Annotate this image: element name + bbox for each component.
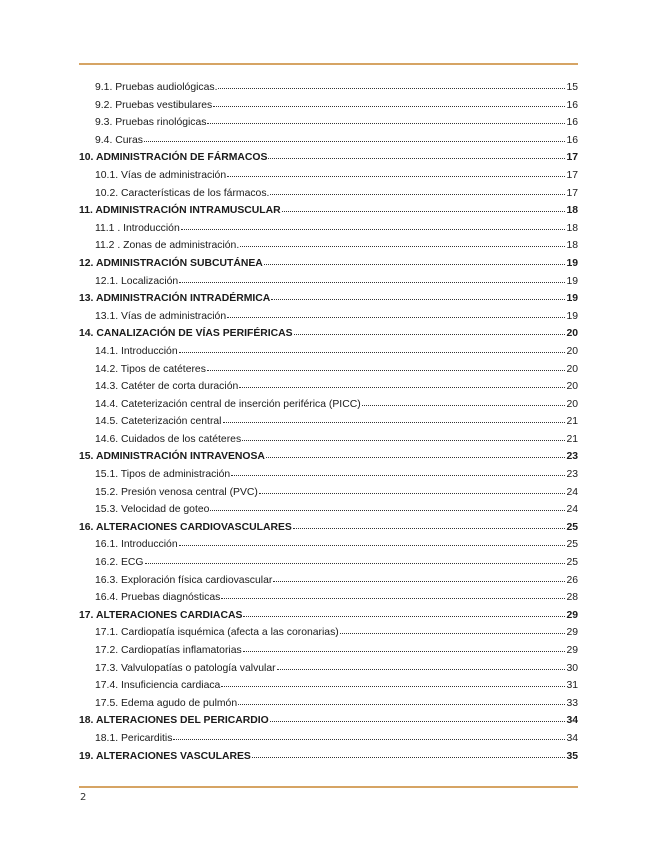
toc-entry-title: 14.1. Introducción xyxy=(95,345,178,357)
toc-entry-page: 29 xyxy=(566,645,578,656)
toc-section-entry[interactable] xyxy=(79,695,578,713)
toc-entry-title: 10. ADMINISTRACIÓN DE FÁRMACOS xyxy=(79,152,268,164)
toc-entry-page: 19 xyxy=(566,310,578,322)
toc-dot-leader xyxy=(218,78,565,89)
toc-entry-title: 18. ALTERACIONES DEL PERICARDIO xyxy=(79,715,269,727)
toc-section-entry[interactable] xyxy=(79,79,578,97)
toc-chapter-entry[interactable] xyxy=(79,712,578,730)
toc-entry-page: 18 xyxy=(566,222,578,234)
table-of-contents xyxy=(79,79,578,765)
toc-chapter-entry[interactable] xyxy=(79,325,578,343)
toc-section-entry[interactable] xyxy=(79,730,578,748)
toc-section-entry[interactable] xyxy=(79,554,578,572)
toc-entry-title: 17. ALTERACIONES CARDIACAS xyxy=(79,609,243,621)
toc-section-entry[interactable] xyxy=(79,220,578,238)
toc-entry-page: 25 xyxy=(566,539,578,551)
toc-entry-page: 25 xyxy=(566,521,578,533)
toc-entry-page: 16 xyxy=(566,117,578,129)
toc-section-entry[interactable] xyxy=(79,536,578,554)
toc-entry-page: 29 xyxy=(566,609,578,621)
toc-entry-page: 19 xyxy=(566,293,578,305)
toc-entry-title: 15.1. Tipos de administración xyxy=(95,469,231,481)
toc-chapter-entry[interactable] xyxy=(79,149,578,167)
toc-entry-title: 9.1. Pruebas audiológicas. xyxy=(95,82,218,93)
toc-entry-title: 14.2. Tipos de catéteres xyxy=(95,363,206,375)
toc-entry-title: 16.2. ECG xyxy=(95,557,144,569)
toc-entry-title: 10.1. Vías de administración xyxy=(95,169,227,181)
toc-entry-title: 9.3. Pruebas rinológicas xyxy=(95,117,207,129)
toc-dot-leader xyxy=(227,307,565,318)
toc-entry-title: 11.1 . Introducción xyxy=(95,222,180,234)
toc-chapter-entry[interactable] xyxy=(79,448,578,466)
toc-entry-title: 10.2. Características de los fármacos. xyxy=(95,187,270,199)
toc-dot-leader xyxy=(293,518,565,529)
toc-section-entry[interactable] xyxy=(79,167,578,185)
toc-entry-title: 12. ADMINISTRACIÓN SUBCUTÁNEA xyxy=(79,257,263,269)
toc-entry-page: 18 xyxy=(566,205,578,217)
toc-section-entry[interactable] xyxy=(79,273,578,291)
toc-entry-page: 19 xyxy=(566,275,578,287)
toc-section-entry[interactable] xyxy=(79,97,578,115)
toc-entry-title: 14.3. Catéter de corta duración xyxy=(95,381,239,393)
toc-entry-page: 28 xyxy=(566,592,578,604)
toc-entry-title: 17.4. Insuficiencia cardiaca xyxy=(95,680,221,692)
toc-dot-leader xyxy=(239,377,565,388)
toc-entry-page: 26 xyxy=(566,574,578,586)
toc-entry-page: 20 xyxy=(566,328,578,340)
toc-dot-leader xyxy=(221,676,565,687)
toc-dot-leader xyxy=(294,324,565,335)
toc-dot-leader xyxy=(277,659,565,670)
toc-entry-page: 23 xyxy=(566,451,578,463)
toc-entry-title: 9.2. Pruebas vestibulares xyxy=(95,99,213,111)
toc-entry-page: 21 xyxy=(566,433,578,445)
toc-dot-leader xyxy=(223,412,566,423)
toc-entry-title: 13.1. Vías de administración xyxy=(95,310,227,322)
toc-entry-title: 17.5. Edema agudo de pulmón xyxy=(95,697,238,709)
toc-dot-leader xyxy=(259,483,565,494)
toc-section-entry[interactable] xyxy=(79,343,578,361)
toc-section-entry[interactable] xyxy=(79,501,578,519)
toc-entry-title: 13. ADMINISTRACIÓN INTRADÉRMICA xyxy=(79,293,271,305)
toc-entry-page: 17 xyxy=(566,152,578,164)
toc-entry-page: 29 xyxy=(566,627,578,639)
toc-entry-page: 16 xyxy=(566,134,578,146)
toc-dot-leader xyxy=(270,184,565,195)
toc-dot-leader xyxy=(221,588,565,599)
toc-entry-page: 33 xyxy=(566,697,578,709)
toc-entry-page: 20 xyxy=(566,363,578,375)
toc-entry-title: 19. ALTERACIONES VASCULARES xyxy=(79,750,251,762)
toc-entry-page: 23 xyxy=(566,469,578,481)
toc-entry-title: 12.1. Localización xyxy=(95,275,179,287)
toc-entry-title: 17.1. Cardiopatía isquémica (afecta a las coronarias) xyxy=(95,627,339,639)
toc-dot-leader xyxy=(270,711,565,722)
toc-entry-page: 34 xyxy=(566,732,578,744)
toc-dot-leader xyxy=(252,747,565,758)
toc-entry-page: 21 xyxy=(566,416,578,428)
toc-dot-leader xyxy=(144,131,565,142)
toc-entry-title: 17.2. Cardiopatías inflamatorias xyxy=(95,645,242,656)
toc-entry-title: 16. ALTERACIONES CARDIOVASCULARES xyxy=(79,521,292,533)
toc-dot-leader xyxy=(242,430,565,441)
toc-section-entry[interactable] xyxy=(79,185,578,203)
toc-entry-page: 20 xyxy=(566,398,578,410)
toc-dot-leader xyxy=(264,254,565,265)
toc-entry-page: 25 xyxy=(566,557,578,569)
toc-dot-leader xyxy=(273,571,565,582)
toc-chapter-entry[interactable] xyxy=(79,748,578,766)
toc-entry-title: 14.5. Cateterización central xyxy=(95,416,222,428)
toc-entry-page: 34 xyxy=(566,715,578,727)
toc-entry-page: 20 xyxy=(566,345,578,357)
toc-entry-page: 15 xyxy=(566,82,578,93)
toc-section-entry[interactable] xyxy=(79,114,578,132)
toc-entry-title: 17.3. Valvulopatías o patología valvular xyxy=(95,662,276,674)
toc-entry-page: 20 xyxy=(566,381,578,393)
toc-chapter-entry[interactable] xyxy=(79,202,578,220)
toc-entry-page: 17 xyxy=(566,187,578,199)
toc-dot-leader xyxy=(282,201,565,212)
toc-dot-leader xyxy=(145,553,565,564)
toc-entry-title: 11. ADMINISTRACIÓN INTRAMUSCULAR xyxy=(79,205,281,217)
toc-section-entry[interactable] xyxy=(79,413,578,431)
toc-dot-leader xyxy=(362,395,565,406)
toc-entry-page: 19 xyxy=(566,257,578,269)
toc-dot-leader xyxy=(268,148,565,159)
toc-section-entry[interactable] xyxy=(79,484,578,502)
toc-entry-title: 18.1. Pericarditis xyxy=(95,732,173,744)
toc-dot-leader xyxy=(240,236,565,247)
toc-dot-leader xyxy=(227,166,565,177)
toc-entry-title: 15.2. Presión venosa central (PVC) xyxy=(95,486,258,498)
toc-dot-leader xyxy=(243,641,565,652)
toc-entry-page: 24 xyxy=(566,486,578,498)
toc-chapter-entry[interactable] xyxy=(79,255,578,273)
toc-entry-page: 16 xyxy=(566,99,578,111)
toc-section-entry[interactable] xyxy=(79,589,578,607)
toc-dot-leader xyxy=(179,535,565,546)
toc-entry-title: 15.3. Velocidad de goteo xyxy=(95,504,210,516)
toc-entry-title: 9.4. Curas xyxy=(95,134,143,146)
toc-entry-title: 16.3. Exploración física cardiovascular xyxy=(95,574,273,586)
toc-dot-leader xyxy=(173,729,565,740)
toc-section-entry[interactable] xyxy=(79,431,578,449)
toc-entry-title: 14.6. Cuidados de los catéteres xyxy=(95,433,242,445)
toc-dot-leader xyxy=(243,606,565,617)
toc-dot-leader xyxy=(179,342,565,353)
toc-section-entry[interactable] xyxy=(79,624,578,642)
toc-section-entry[interactable] xyxy=(79,308,578,326)
header-rule xyxy=(79,63,578,65)
footer-rule xyxy=(79,786,578,788)
toc-chapter-entry[interactable] xyxy=(79,290,578,308)
toc-dot-leader xyxy=(231,465,565,476)
toc-dot-leader xyxy=(181,219,565,230)
toc-entry-page: 31 xyxy=(566,680,578,692)
page-number: 2 xyxy=(80,792,87,803)
toc-section-entry[interactable] xyxy=(79,361,578,379)
toc-dot-leader xyxy=(340,623,565,634)
toc-dot-leader xyxy=(207,113,565,124)
toc-entry-title: 16.4. Pruebas diagnósticas xyxy=(95,592,221,604)
toc-entry-page: 30 xyxy=(566,662,578,674)
toc-dot-leader xyxy=(213,96,565,107)
toc-section-entry[interactable] xyxy=(79,378,578,396)
toc-section-entry[interactable] xyxy=(79,677,578,695)
toc-section-entry[interactable] xyxy=(79,466,578,484)
toc-dot-leader xyxy=(179,272,565,283)
toc-dot-leader xyxy=(271,289,565,300)
toc-entry-page: 18 xyxy=(566,240,578,252)
toc-chapter-entry[interactable] xyxy=(79,519,578,537)
toc-section-entry[interactable] xyxy=(79,396,578,414)
toc-section-entry[interactable] xyxy=(79,642,578,660)
toc-entry-page: 17 xyxy=(566,169,578,181)
toc-section-entry[interactable] xyxy=(79,132,578,150)
toc-entry-title: 14.4. Cateterización central de inserción periférica (PICC) xyxy=(95,398,361,410)
toc-dot-leader xyxy=(210,500,565,511)
toc-section-entry[interactable] xyxy=(79,572,578,590)
toc-entry-title: 15. ADMINISTRACIÓN INTRAVENOSA xyxy=(79,451,265,463)
toc-dot-leader xyxy=(266,447,565,458)
toc-entry-title: 11.2 . Zonas de administración. xyxy=(95,240,240,252)
toc-chapter-entry[interactable] xyxy=(79,607,578,625)
toc-dot-leader xyxy=(238,694,565,705)
toc-section-entry[interactable] xyxy=(79,660,578,678)
toc-section-entry[interactable] xyxy=(79,237,578,255)
toc-dot-leader xyxy=(207,360,565,371)
toc-entry-title: 16.1. Introducción xyxy=(95,539,178,551)
toc-entry-title: 14. CANALIZACIÓN DE VÍAS PERIFÉRICAS xyxy=(79,328,293,340)
toc-entry-page: 35 xyxy=(566,750,578,762)
toc-entry-page: 24 xyxy=(566,504,578,516)
